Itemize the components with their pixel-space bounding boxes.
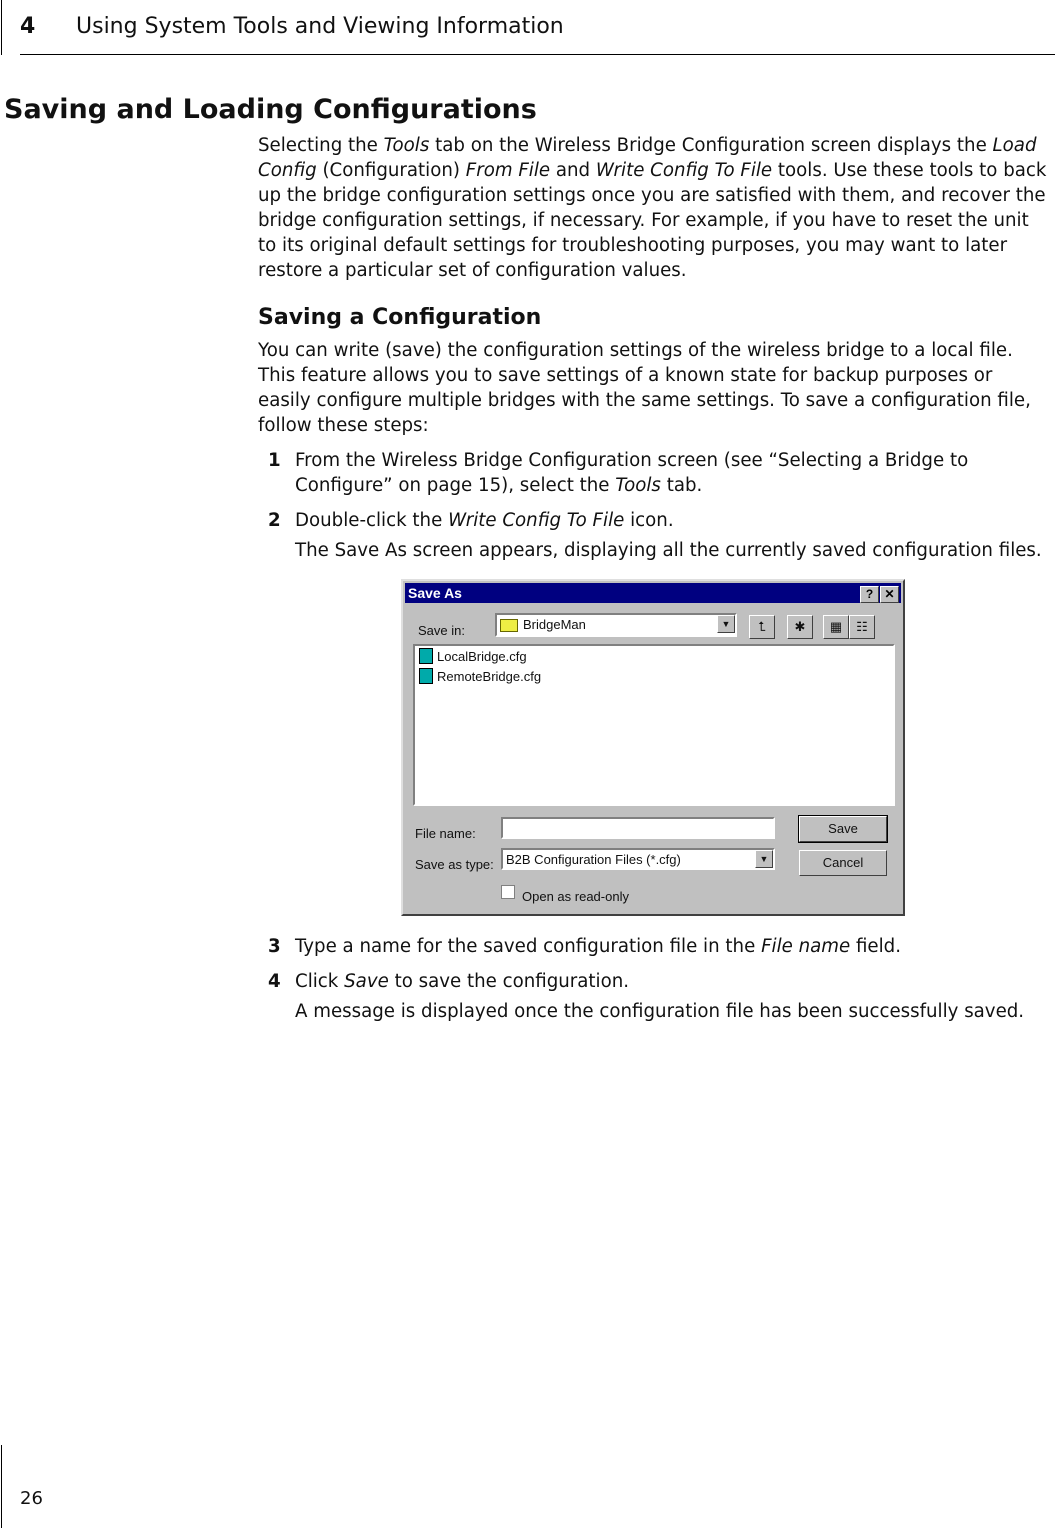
text: Load Config xyxy=(258,135,1037,181)
text: to save the configuration. xyxy=(388,971,630,992)
text: (Configuration) xyxy=(316,160,466,181)
text: tools. Use these tools to back up the bridge configuration settings once you are satisfied with them, and recover the bridge configuration settings, if necessary. For example, if you have to reset the unit to its original default settings for troubleshooting purposes, you may want to later restore a particular set of configuration values. xyxy=(258,160,1047,281)
chapter-number: 4 xyxy=(20,14,36,39)
text: Save xyxy=(344,971,389,992)
text: Selecting the xyxy=(258,135,384,156)
text: Click xyxy=(295,971,345,992)
text: File name xyxy=(761,936,851,957)
text: icon. xyxy=(624,510,674,531)
save-as-type-label: Save as type: xyxy=(415,857,494,872)
step-number: 2 xyxy=(268,510,281,531)
header-rule xyxy=(20,54,1055,55)
text: From File xyxy=(465,160,551,181)
file-icon xyxy=(419,648,433,664)
step-number: 4 xyxy=(268,971,281,992)
chevron-down-icon[interactable]: ▼ xyxy=(717,615,735,633)
file-name-input[interactable] xyxy=(501,817,775,839)
step-4 xyxy=(258,969,1050,994)
save-as-dialog xyxy=(401,579,905,916)
read-only-label: Open as read-only xyxy=(522,889,629,904)
step-3 xyxy=(258,934,1050,959)
close-button[interactable]: ✕ xyxy=(880,586,899,603)
text: Tools xyxy=(615,475,661,496)
step-number: 3 xyxy=(268,936,281,957)
chevron-down-icon[interactable]: ▼ xyxy=(755,850,773,868)
margin-bar xyxy=(1,0,2,55)
save-in-value: BridgeMan xyxy=(523,617,586,632)
text: and xyxy=(550,160,596,181)
text: From the Wireless Bridge Configuration screen (see “Selecting a Bridge to Configure” on page 15), select the xyxy=(295,450,969,496)
margin-bar xyxy=(1,1445,2,1528)
dialog-titlebar xyxy=(405,583,901,603)
intro-paragraph xyxy=(258,133,1050,283)
details-view-button[interactable]: ☷ xyxy=(849,615,875,639)
read-only-checkbox[interactable] xyxy=(501,885,515,899)
file-name-label: File name: xyxy=(415,826,476,841)
sub-intro: You can write (save) the configuration settings of the wireless bridge to a local file. This feature allows you to save settings of a known state for backup purposes or easily configure multiple bridges with the same settings. To save a configuration file, follow these steps: xyxy=(258,340,1031,436)
save-in-label: Save in: xyxy=(418,623,465,638)
text: tab. xyxy=(660,475,703,496)
up-folder-button[interactable]: ⮤ xyxy=(749,615,775,639)
text: Tools xyxy=(383,135,430,156)
text: tab on the Wireless Bridge Configuration screen displays the xyxy=(429,135,993,156)
file-list[interactable] xyxy=(413,644,895,806)
file-name: LocalBridge.cfg xyxy=(437,648,527,664)
step-number: 1 xyxy=(268,450,281,471)
step-2-note: The Save As screen appears, displaying all the currently saved configuration files. xyxy=(295,540,1042,561)
list-view-button[interactable]: ▦ xyxy=(823,615,849,639)
cancel-button[interactable]: Cancel xyxy=(799,850,887,876)
text: field. xyxy=(850,936,901,957)
file-item[interactable] xyxy=(415,666,893,686)
text: Write Config To File xyxy=(595,160,773,181)
step-2 xyxy=(258,508,1050,533)
dialog-title: Save As xyxy=(408,585,462,601)
save-as-type-select[interactable] xyxy=(501,848,775,870)
text: Write Config To File xyxy=(448,510,625,531)
chapter-title: Using System Tools and Viewing Information xyxy=(76,14,564,39)
type-value: B2B Configuration Files (*.cfg) xyxy=(506,852,681,867)
save-button[interactable]: Save xyxy=(799,816,887,842)
running-header xyxy=(20,14,564,39)
step-1 xyxy=(258,448,1050,498)
file-icon xyxy=(419,668,433,684)
text: Type a name for the saved configuration file in the xyxy=(295,936,762,957)
folder-icon xyxy=(500,619,518,632)
text: Double-click the xyxy=(295,510,449,531)
section-title: Saving and Loading Configurations xyxy=(4,94,537,125)
new-folder-button[interactable]: ✱ xyxy=(787,615,813,639)
subsection-title: Saving a Configuration xyxy=(258,305,542,330)
step-4-note: A message is displayed once the configuration file has been successfully saved. xyxy=(295,1001,1025,1022)
save-in-select[interactable] xyxy=(495,613,737,637)
file-name: RemoteBridge.cfg xyxy=(437,668,542,684)
help-button[interactable]: ? xyxy=(860,586,879,603)
page-number: 26 xyxy=(20,1488,43,1509)
body-text xyxy=(258,133,1050,1024)
